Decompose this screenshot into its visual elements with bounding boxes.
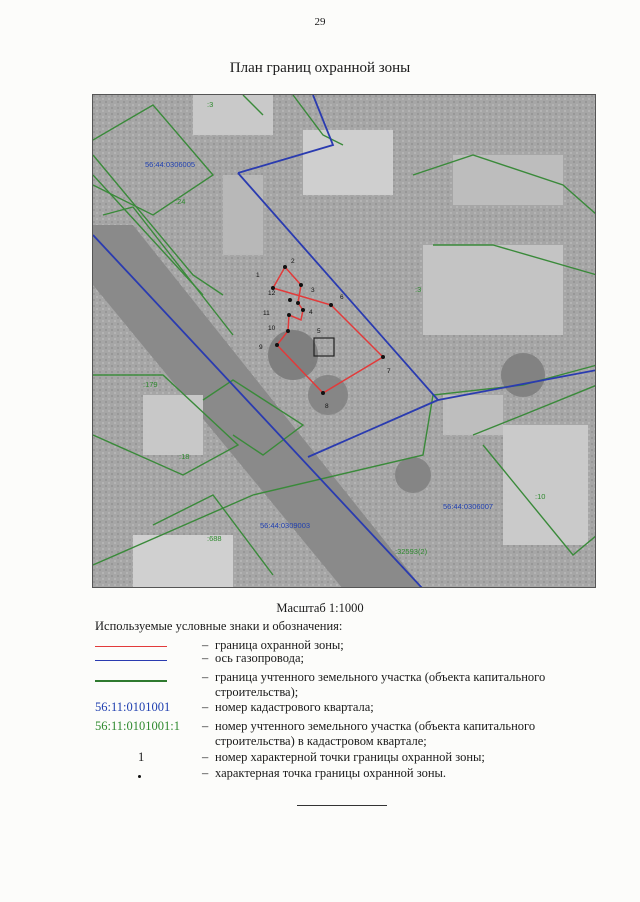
quarter-number: 56:44:0306007	[443, 502, 494, 511]
tree	[395, 457, 431, 493]
legend-dash: –	[202, 700, 209, 714]
red-line-symbol	[95, 646, 167, 647]
point-number: 12	[268, 290, 276, 297]
point-number: 5	[317, 328, 321, 335]
building	[303, 130, 393, 195]
legend-symbol	[95, 750, 195, 765]
point-number: 3	[311, 287, 315, 294]
zone-point	[329, 303, 333, 307]
legend-dash: –	[202, 719, 209, 733]
page-title: План границ охранной зоны	[229, 60, 411, 76]
legend-symbol	[95, 719, 195, 734]
legend-symbol	[95, 670, 195, 685]
zone-point	[288, 298, 292, 302]
legend-description: характерная точка границы охранной зоны.	[215, 766, 447, 780]
parcel-number: :18	[179, 452, 190, 461]
map-scale: Масштаб 1:1000	[276, 601, 364, 615]
legend-dash: –	[202, 651, 209, 665]
zone-point	[275, 343, 279, 347]
legend-symbol	[95, 651, 195, 666]
cadastral-map	[92, 94, 596, 588]
parcel-number: :3	[207, 100, 214, 109]
point-number: 2	[291, 258, 295, 265]
zone-point	[287, 313, 291, 317]
building	[223, 175, 263, 255]
parcel-number: :24	[175, 197, 186, 206]
parcel-number: :688	[207, 534, 222, 543]
point-number: 4	[309, 309, 313, 316]
point-number-sample: 1	[138, 750, 145, 764]
point-number: 10	[268, 325, 276, 332]
green-line-symbol	[95, 680, 167, 682]
legend-symbol	[95, 700, 195, 715]
aerial-photo	[93, 95, 596, 588]
zone-point	[296, 301, 300, 305]
building	[193, 95, 273, 135]
zone-point	[299, 283, 303, 287]
point-number: 7	[387, 368, 391, 375]
legend-dash: –	[202, 766, 209, 780]
zone-point	[301, 308, 305, 312]
parcel-number: :3	[415, 285, 422, 294]
point-number: 8	[325, 403, 329, 410]
legend-heading: Используемые условные знаки и обозначения:	[95, 619, 343, 633]
quarter-code-sample: 56:11:0101001	[95, 700, 171, 714]
zone-point	[381, 355, 385, 359]
point-number: 9	[259, 344, 263, 351]
legend-dash: –	[202, 638, 209, 652]
legend-description: граница учтенного земельного участка (объекта капитального строительства);	[215, 670, 546, 699]
legend-description: номер характерной точки границы охранной зоны;	[215, 750, 485, 764]
legend-dash: –	[202, 750, 209, 764]
dot-icon	[138, 775, 141, 778]
legend-description: граница охранной зоны;	[215, 638, 344, 652]
tree	[268, 330, 318, 380]
page-number: 29	[314, 16, 326, 28]
legend-description: номер кадастрового квартала;	[215, 700, 374, 714]
parcel-number: :32593(2)	[395, 547, 428, 556]
tree	[501, 353, 545, 397]
zone-point	[283, 265, 287, 269]
legend-description: ось газопровода;	[215, 651, 305, 665]
blue-line-symbol	[95, 660, 167, 661]
quarter-number: 56:44:0306005	[145, 160, 196, 169]
parcel-code-sample: 56:11:0101001:1	[95, 719, 180, 733]
point-number: 11	[263, 310, 270, 317]
bottom-rule	[297, 805, 387, 806]
legend-description: номер учтенного земельного участка (объекта капитального строительства) в кадастровом квартале;	[215, 719, 536, 748]
legend-symbol	[95, 766, 195, 781]
parcel-number: :179	[143, 380, 158, 389]
zone-point	[286, 329, 290, 333]
legend-dash: –	[202, 670, 209, 684]
parcel-number: :10	[535, 492, 546, 501]
building	[443, 395, 503, 435]
point-number: 6	[340, 294, 344, 301]
quarter-number: 56:44:0309003	[260, 521, 311, 530]
point-number: 1	[256, 272, 260, 279]
zone-point	[321, 391, 325, 395]
